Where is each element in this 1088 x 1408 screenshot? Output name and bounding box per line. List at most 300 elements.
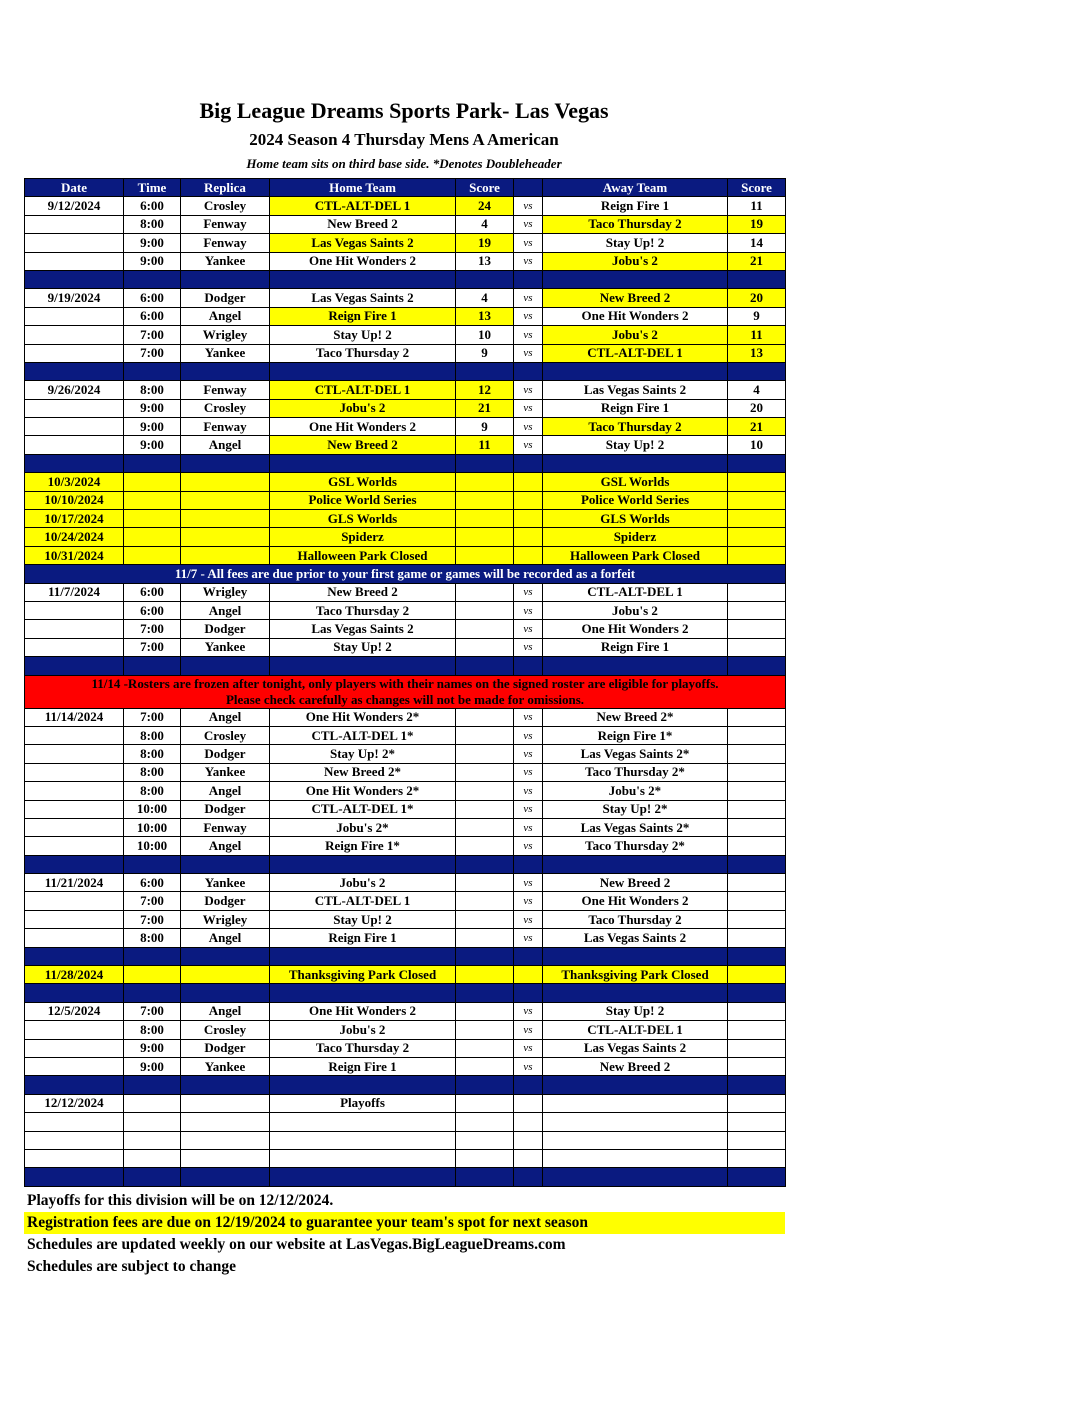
home-score [456,745,514,763]
empty-cell [728,546,786,564]
away-score: 21 [728,418,786,436]
game-row [25,418,786,436]
alert-line1: 11/14 -Rosters are frozen after tonight, only players with their names on the signed roster are eligible for playoffs. [91,675,719,691]
game-field: Angel [181,1002,270,1020]
page-subtitle: 2024 Season 4 Thursday Mens A American [249,130,559,149]
game-date [25,252,124,270]
home-score: 4 [456,289,514,307]
away-team: New Breed 2 [543,1057,728,1075]
game-field: Angel [181,436,270,454]
home-team: One Hit Wonders 2* [270,782,456,800]
empty-cell [181,855,270,873]
empty-cell [456,947,514,965]
vs-label: vs [514,874,543,892]
home-team: Stay Up! 2 [270,326,456,344]
empty-cell [456,1076,514,1094]
away-score: 11 [728,326,786,344]
empty-cell [124,1094,181,1112]
closed-date: 10/17/2024 [25,510,124,528]
game-date [25,344,124,362]
away-team: Jobu's 2* [543,782,728,800]
empty-cell [543,855,728,873]
game-row [25,1039,786,1057]
game-row [25,1002,786,1020]
closed-date: 11/28/2024 [25,966,124,984]
game-time: 9:00 [124,418,181,436]
away-label: GSL Worlds [543,473,728,491]
empty-cell [124,1113,181,1131]
away-score [728,708,786,726]
home-team: CTL-ALT-DEL 1 [270,892,456,910]
home-score [456,910,514,928]
empty-cell [181,362,270,380]
home-score [456,800,514,818]
game-row [25,782,786,800]
vs-label: vs [514,418,543,436]
away-team: One Hit Wonders 2 [543,307,728,325]
empty-cell [181,1076,270,1094]
vs-label: vs [514,197,543,215]
empty-cell [728,362,786,380]
game-field: Yankee [181,763,270,781]
empty-cell [514,855,543,873]
empty-cell [514,528,543,546]
empty-cell [514,657,543,675]
vs-label: vs [514,726,543,744]
empty-cell [514,984,543,1002]
vs-label: vs [514,399,543,417]
away-score: 14 [728,234,786,252]
away-score [728,601,786,619]
game-time: 9:00 [124,1039,181,1057]
away-score: 20 [728,399,786,417]
empty-cell [181,491,270,509]
away-team: Reign Fire 1 [543,399,728,417]
game-time: 9:00 [124,234,181,252]
game-time: 6:00 [124,583,181,601]
empty-cell [456,473,514,491]
vs-label: vs [514,892,543,910]
empty-cell [270,947,456,965]
away-team: Las Vegas Saints 2* [543,818,728,836]
home-team: Las Vegas Saints 2 [270,289,456,307]
alert-cell [25,675,786,708]
game-field: Dodger [181,892,270,910]
empty-cell [270,1113,456,1131]
closed-date: 12/12/2024 [25,1094,124,1112]
empty-cell [456,966,514,984]
game-row [25,197,786,215]
game-date [25,638,124,656]
game-field: Dodger [181,1039,270,1057]
game-time: 10:00 [124,818,181,836]
empty-cell [124,454,181,472]
away-label: Thanksgiving Park Closed [543,966,728,984]
game-date: 11/14/2024 [25,708,124,726]
home-score [456,782,514,800]
vs-label: vs [514,782,543,800]
empty-cell [270,270,456,288]
empty-cell [124,1076,181,1094]
empty-cell [514,947,543,965]
game-date [25,726,124,744]
away-score: 4 [728,381,786,399]
game-time: 8:00 [124,782,181,800]
separator-row [25,270,786,288]
blank-row [25,1131,786,1149]
empty-cell [270,1168,456,1186]
game-row [25,436,786,454]
empty-cell [25,1149,124,1167]
vs-label: vs [514,910,543,928]
vs-label: vs [514,344,543,362]
closed-row [25,473,786,491]
home-team: Taco Thursday 2 [270,601,456,619]
home-score [456,708,514,726]
separator-row [25,1168,786,1186]
game-date [25,399,124,417]
game-field: Angel [181,782,270,800]
empty-cell [543,1131,728,1149]
empty-cell [181,1168,270,1186]
vs-label: vs [514,215,543,233]
home-team: Reign Fire 1 [270,929,456,947]
game-field: Wrigley [181,583,270,601]
empty-cell [181,1094,270,1112]
empty-cell [25,855,124,873]
empty-cell [456,546,514,564]
empty-cell [456,855,514,873]
game-time: 10:00 [124,800,181,818]
game-row [25,726,786,744]
home-team: New Breed 2 [270,215,456,233]
game-field: Crosley [181,1021,270,1039]
empty-cell [270,984,456,1002]
home-team: CTL-ALT-DEL 1 [270,381,456,399]
vs-label: vs [514,1039,543,1057]
game-time: 7:00 [124,638,181,656]
game-row [25,1021,786,1039]
empty-cell [270,855,456,873]
home-label: Playoffs [270,1094,456,1112]
game-row [25,638,786,656]
game-date [25,1057,124,1075]
game-row [25,929,786,947]
vs-label: vs [514,708,543,726]
away-team: Taco Thursday 2 [543,418,728,436]
away-team: CTL-ALT-DEL 1 [543,344,728,362]
empty-cell [124,947,181,965]
empty-cell [728,528,786,546]
game-time: 8:00 [124,381,181,399]
vs-label: vs [514,1057,543,1075]
empty-cell [124,491,181,509]
away-team: Reign Fire 1 [543,197,728,215]
away-score [728,837,786,855]
home-score: 11 [456,436,514,454]
game-field: Dodger [181,800,270,818]
home-label: Police World Series [270,491,456,509]
empty-cell [25,947,124,965]
vs-label: vs [514,745,543,763]
game-date [25,763,124,781]
away-score [728,782,786,800]
game-field: Dodger [181,289,270,307]
vs-label: vs [514,1002,543,1020]
empty-cell [514,454,543,472]
empty-cell [728,1131,786,1149]
game-time: 7:00 [124,344,181,362]
home-label: GSL Worlds [270,473,456,491]
separator-row [25,947,786,965]
vs-label: vs [514,763,543,781]
empty-cell [124,528,181,546]
home-team: One Hit Wonders 2* [270,708,456,726]
empty-cell [124,473,181,491]
game-field: Dodger [181,745,270,763]
game-field: Yankee [181,1057,270,1075]
game-row [25,620,786,638]
home-score [456,1002,514,1020]
game-field: Angel [181,708,270,726]
game-row [25,289,786,307]
home-score [456,601,514,619]
closed-row [25,510,786,528]
game-date [25,418,124,436]
game-field: Angel [181,929,270,947]
empty-cell [25,984,124,1002]
home-score [456,726,514,744]
game-field: Yankee [181,638,270,656]
footer-notes [24,1190,785,1278]
empty-cell [270,1149,456,1167]
empty-cell [728,855,786,873]
empty-cell [728,491,786,509]
game-row [25,234,786,252]
empty-cell [514,1113,543,1131]
home-team: New Breed 2 [270,436,456,454]
separator-row [25,362,786,380]
game-row [25,326,786,344]
game-time: 6:00 [124,289,181,307]
empty-cell [456,510,514,528]
game-row [25,745,786,763]
vs-label: vs [514,800,543,818]
game-row [25,601,786,619]
closed-row [25,528,786,546]
empty-cell [728,984,786,1002]
home-team: Stay Up! 2* [270,745,456,763]
header-row [25,179,786,197]
empty-cell [543,1113,728,1131]
empty-cell [543,947,728,965]
empty-cell [728,1149,786,1167]
empty-cell [181,947,270,965]
game-time: 6:00 [124,874,181,892]
away-score [728,874,786,892]
vs-label: vs [514,436,543,454]
vs-label: vs [514,929,543,947]
game-time: 7:00 [124,892,181,910]
game-date [25,307,124,325]
game-time: 7:00 [124,708,181,726]
empty-cell [25,1131,124,1149]
home-team: Reign Fire 1 [270,1057,456,1075]
game-date [25,745,124,763]
game-date [25,929,124,947]
vs-label: vs [514,638,543,656]
empty-cell [543,270,728,288]
vs-label: vs [514,601,543,619]
away-label: Spiderz [543,528,728,546]
game-date [25,601,124,619]
closed-row [25,546,786,564]
game-time: 8:00 [124,726,181,744]
empty-cell [25,270,124,288]
empty-cell [124,270,181,288]
away-score [728,800,786,818]
home-score [456,892,514,910]
away-team: Stay Up! 2 [543,234,728,252]
game-date [25,620,124,638]
game-time: 9:00 [124,1057,181,1075]
empty-cell [543,454,728,472]
game-date [25,818,124,836]
home-team: Taco Thursday 2 [270,1039,456,1057]
away-team: CTL-ALT-DEL 1 [543,583,728,601]
away-team: Stay Up! 2 [543,436,728,454]
empty-cell [514,1076,543,1094]
home-team: New Breed 2 [270,583,456,601]
away-score [728,910,786,928]
away-team: New Breed 2 [543,874,728,892]
empty-cell [124,657,181,675]
empty-cell [543,657,728,675]
game-time: 9:00 [124,436,181,454]
game-field: Fenway [181,381,270,399]
away-team: Stay Up! 2 [543,1002,728,1020]
empty-cell [270,362,456,380]
away-label: Police World Series [543,491,728,509]
empty-cell [514,362,543,380]
empty-cell [543,984,728,1002]
empty-cell [181,1149,270,1167]
away-team: CTL-ALT-DEL 1 [543,1021,728,1039]
notice-row [25,565,786,583]
game-field: Crosley [181,399,270,417]
game-row [25,892,786,910]
game-row [25,344,786,362]
empty-cell [124,1149,181,1167]
empty-cell [181,454,270,472]
empty-cell [543,1149,728,1167]
home-team: One Hit Wonders 2 [270,418,456,436]
home-team: Stay Up! 2 [270,638,456,656]
game-date [25,837,124,855]
home-score: 9 [456,418,514,436]
away-score [728,638,786,656]
footer-note: Schedules are updated weekly on our website at LasVegas.BigLeagueDreams.com [27,1236,566,1253]
vs-label: vs [514,620,543,638]
separator-row [25,454,786,472]
game-row [25,818,786,836]
empty-cell [456,1131,514,1149]
blank-row [25,1149,786,1167]
empty-cell [456,1094,514,1112]
closed-row [25,966,786,984]
home-team: Jobu's 2 [270,399,456,417]
away-team: Stay Up! 2* [543,800,728,818]
empty-cell [270,1131,456,1149]
empty-cell [456,362,514,380]
empty-cell [543,1076,728,1094]
game-row [25,910,786,928]
empty-cell [25,1076,124,1094]
away-team: Jobu's 2 [543,601,728,619]
vs-label: vs [514,837,543,855]
empty-cell [728,473,786,491]
empty-cell [514,270,543,288]
home-score: 10 [456,326,514,344]
game-field: Fenway [181,215,270,233]
empty-cell [25,1113,124,1131]
home-team: One Hit Wonders 2 [270,252,456,270]
game-field: Dodger [181,620,270,638]
game-field: Crosley [181,726,270,744]
game-date [25,436,124,454]
vs-label: vs [514,326,543,344]
away-team: Las Vegas Saints 2* [543,745,728,763]
away-team: Las Vegas Saints 2 [543,1039,728,1057]
game-row [25,763,786,781]
game-row [25,837,786,855]
away-score [728,763,786,781]
game-date [25,215,124,233]
game-time: 8:00 [124,215,181,233]
empty-cell [728,1076,786,1094]
away-score: 20 [728,289,786,307]
game-time: 7:00 [124,620,181,638]
empty-cell [514,546,543,564]
home-score: 24 [456,197,514,215]
home-team: Reign Fire 1 [270,307,456,325]
game-date: 9/12/2024 [25,197,124,215]
home-score: 9 [456,344,514,362]
game-field: Fenway [181,234,270,252]
away-score [728,1021,786,1039]
game-field: Angel [181,837,270,855]
playoff-row [25,1094,786,1112]
page-title: Big League Dreams Sports Park- Las Vegas [199,98,609,123]
vs-label: vs [514,234,543,252]
away-score: 11 [728,197,786,215]
away-team: Jobu's 2 [543,326,728,344]
away-team: Reign Fire 1 [543,638,728,656]
away-score [728,1057,786,1075]
empty-cell [181,473,270,491]
game-row [25,1057,786,1075]
away-score [728,1039,786,1057]
empty-cell [543,1094,728,1112]
game-row [25,252,786,270]
game-row [25,381,786,399]
empty-cell [456,491,514,509]
empty-cell [728,947,786,965]
game-date [25,800,124,818]
away-team: Taco Thursday 2 [543,215,728,233]
vs-label: vs [514,583,543,601]
game-field: Yankee [181,252,270,270]
